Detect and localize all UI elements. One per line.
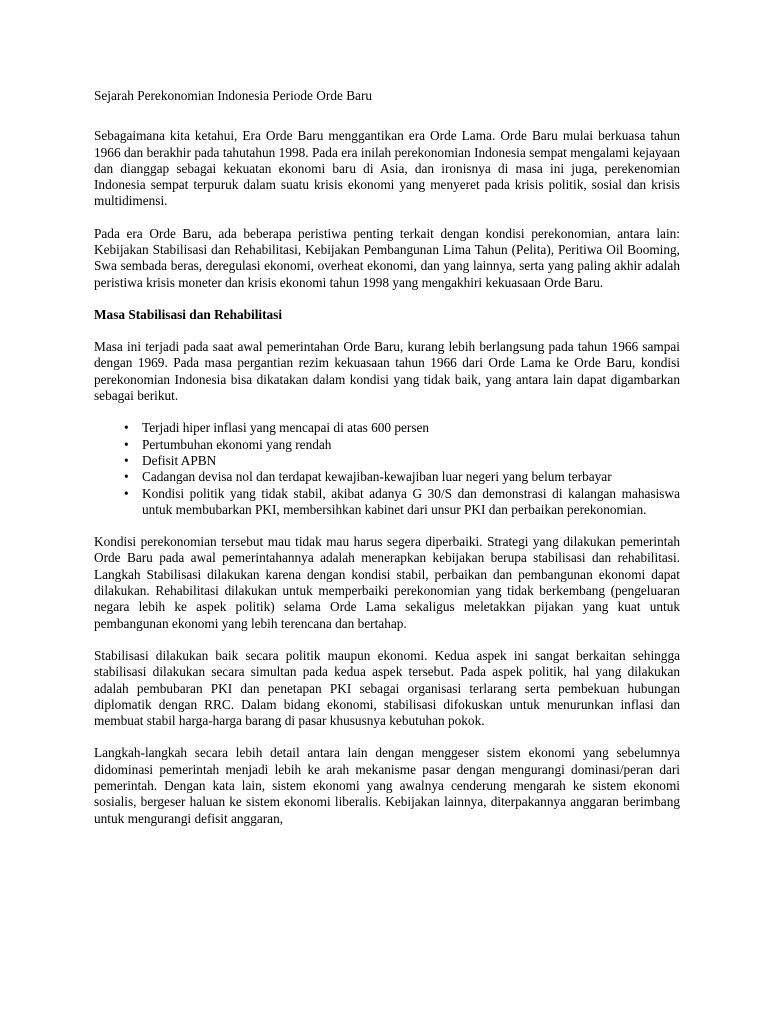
paragraph-masa-ini: Masa ini terjadi pada saat awal pemerintahan Orde Baru, kurang lebih berlangsung pada tahun 1966 sampai dengan 1969. Pada masa pergantian rezim kekuasaan tahun 1966 dari Orde Lama ke Orde Baru, kondisi perekonomian Indonesia bisa dikatakan dalam kondisi yang tidak baik, yang antara lain dapat digambarkan sebagai berikut. [94, 339, 680, 404]
list-item-text: Kondisi politik yang tidak stabil, akibat adanya G 30/S dan demonstrasi di kalangan mahasiswa untuk membubarkan PKI, membersihkan kabinet dari unsur PKI dan perbaikan perekonomian. [142, 485, 680, 517]
list-item-text: Cadangan devisa nol dan terdapat kewajiban-kewajiban luar negeri yang belum terbayar [142, 469, 612, 485]
list-item-text: Terjadi hiper inflasi yang mencapai di atas 600 persen [142, 420, 430, 436]
paragraph-strategi: Kondisi perekonomian tersebut mau tidak mau harus segera diperbaiki. Strategi yang dilakukan pemerintah Orde Baru pada awal pemerintahannya adalah menerapkan kebijakan berupa stabilisasi dan rehabilitasi. Langkah Stabilisasi dilakukan karena dengan kondisi stabil, perbaikan dan pembangunan ekonomi dapat dilakukan. Rehabilitasi dilakukan untuk memperbaiki perekonomian yang tidak berkembang (pengeluaran negara lebih ke aspek politik) selama Orde Lama sekaligus meletakkan pijakan yang kuat untuk pembangunan ekonomi yang lebih terencana dan bertahap. [94, 534, 680, 631]
document-body [94, 88, 680, 827]
list-item-text: Defisit APBN [142, 452, 217, 468]
bullet-point-icon: • [124, 469, 129, 485]
paragraph-stabilisasi: Stabilisasi dilakukan baik secara politik maupun ekonomi. Kedua aspek ini sangat berkaitan sehingga stabilisasi dilakukan secara simultan pada kedua aspek tersebut. Pada aspek politik, hal yang dilakukan adalah pembubaran PKI dan penetapan PKI sebagai organisasi terlarang serta pembekuan hubungan diplomatik dengan RRC. Dalam bidang ekonomi, stabilisasi difokuskan untuk menurunkan inflasi dan membuat stabil harga-harga barang di pasar khususnya kebutuhan pokok. [94, 647, 680, 729]
paragraph-langkah: Langkah-langkah secara lebih detail antara lain dengan menggeser sistem ekonomi yang sebelumnya didominasi pemerintah menjadi lebih ke arah mekanisme pasar dengan mengurangi dominasi/peran dari pemerintah. Dengan kata lain, sistem ekonomi yang awalnya cenderung mengarah ke sistem ekonomi sosialis, bergeser haluan ke sistem ekonomi liberalis. Kebijakan lainnya, diterpakannya anggaran berimbang untuk mengurangi defisit anggaran, [94, 745, 680, 826]
bullet-point-icon: • [124, 436, 129, 452]
list-item [94, 469, 680, 485]
bullet-point-icon: • [124, 420, 129, 436]
paragraph-intro: Sebagaimana kita ketahui, Era Orde Baru menggantikan era Orde Lama. Orde Baru mulai berkuasa tahun 1966 dan berakhir pada tahutahun 1998. Pada era inilah perekonomian Indonesia sempat mengalami kejayaan dan dianggap sebagai kekuatan ekonomi baru di Asia, dan ironisnya di masa ini juga, perekenomian Indonesia sempat terpuruk dalam suatu krisis ekonomi yang menyeret pada krisis politik, sosial dan krisis multidimensi. [94, 128, 680, 209]
bullet-point-icon: • [124, 485, 129, 501]
bullet-point-icon: • [124, 452, 129, 468]
list-item [94, 437, 680, 453]
list-item [94, 420, 680, 436]
list-item [94, 453, 680, 469]
conditions-bullet-list [94, 420, 680, 518]
list-item [94, 486, 680, 519]
document-title: Sejarah Perekonomian Indonesia Periode Orde Baru [94, 88, 373, 103]
list-item-text: Pertumbuhan ekonomi yang rendah [142, 436, 332, 452]
paragraph-events: Pada era Orde Baru, ada beberapa peristiwa penting terkait dengan kondisi perekonomian, antara lain: Kebijakan Stabilisasi dan Rehabilitasi, Kebijakan Pembangunan Lima Tahun (Pelita), Peritiwa Oil Booming, Swa sembada beras, deregulasi ekonomi, overheat ekonomi, dan yang lainnya, serta yang paling akhir adalah peristiwa krisis moneter dan krisis ekonomi tahun 1998 yang mengakhiri kekuasaan Orde Baru. [94, 225, 680, 290]
section-heading-stabilisasi-rehabilitasi: Masa Stabilisasi dan Rehabilitasi [94, 306, 283, 322]
